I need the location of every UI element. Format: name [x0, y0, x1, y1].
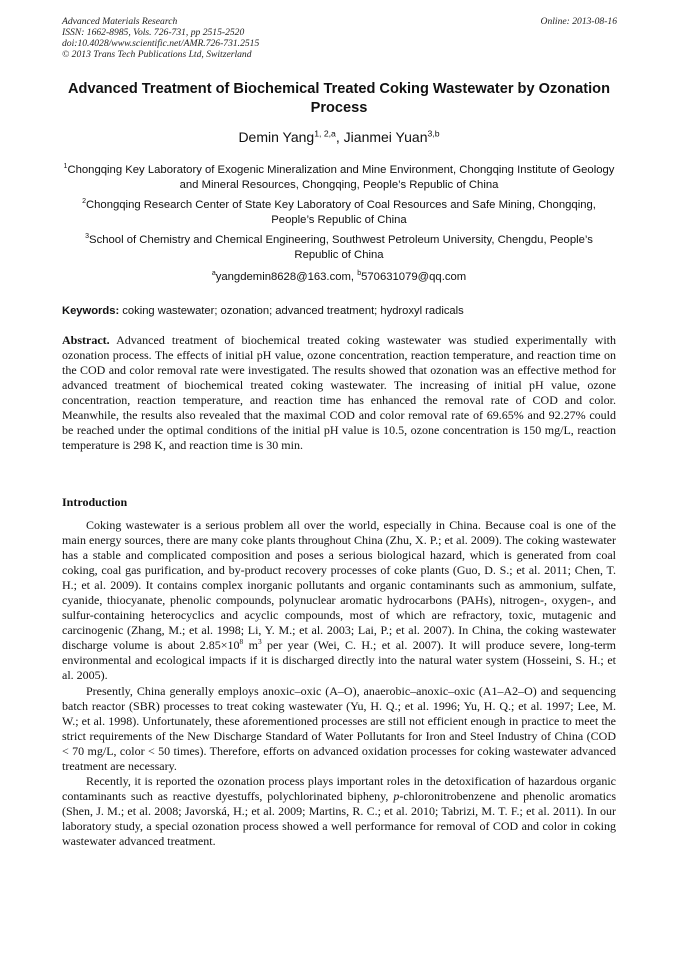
abstract-label: Abstract.: [62, 333, 110, 347]
keywords-label: Keywords:: [62, 305, 120, 317]
email-separator: ,: [350, 271, 358, 283]
paragraph-text: -chloronitrobenzene and phenolic aromatics (Shen, J. M.; et al. 2008; Javorská, H.; et al. 2009; Martins, R. C.; et al. 2010; Tabrizi, M. T. F.; et al. 2011). In our laboratory study, a special ozonation process showed a well performance for removal of COD and color in coking wastewater advanced treatment.: [62, 788, 616, 848]
paper-title: Advanced Treatment of Biochemical Treated Coking Wastewater by Ozonation Process: [68, 81, 610, 116]
author-name: Jianmei Yuan: [343, 129, 428, 145]
paragraph-text: per year (Wei, C. H.; et al. 2007). It will produce severe, long-term environmental and ecological impacts if it is discharged directly into the natural water system (Hosseini, S. H.; et al. 2005).: [62, 638, 616, 683]
affiliation-marker: 1: [63, 163, 68, 171]
keywords-text: coking wastewater; ozonation; advanced treatment; hydroxyl radicals: [119, 305, 464, 317]
unit-exponent: 3: [257, 637, 262, 647]
affiliation-text: School of Chemistry and Chemical Engineering, Southwest Petroleum University, Chengdu, People’s Republic of China: [89, 234, 593, 261]
affiliation-1: [62, 163, 616, 192]
affiliation-marker: 3: [85, 233, 90, 241]
intro-paragraph-2: Presently, China generally employs anoxic–oxic (A–O), anaerobic–anoxic–oxic (A1–A2–O) and sequencing batch reactor (SBR) processes to treat coking wastewater (Yu, H. Q.; et al. 1996; Yu, H. Q.; et al. 1997; Lee, M. W.; et al. 1998). Unfortunately, these aforementioned processes are still not efficient enough in practice to meet the strict requirements of the New Discharge Standard of Water Pollutants for Iron and Steel Industry of China (COD < 70 mg/L, color < 50 times). Therefore, efforts on advanced oxidation processes for coking wastewater advanced treatment are necessary.: [62, 683, 616, 773]
author-affiliation-marker: 1, 2,a: [314, 128, 336, 139]
affiliation-text: Chongqing Research Center of State Key Laboratory of Coal Resources and Safe Mining, Chongqing, People’s Republic of China: [85, 199, 596, 226]
paragraph-text: m: [243, 638, 258, 653]
italic-text: p: [393, 788, 400, 803]
copyright-line: © 2013 Trans Tech Publications Ltd, Switzerland: [62, 49, 252, 60]
paragraph-text: Recently, it is reported the ozonation process plays important roles in the detoxification of hazardous organic contaminants such as reactive dyestuffs, polychlorinated bipheny,: [62, 773, 616, 803]
affiliation-marker: 2: [82, 198, 86, 206]
author-line: [62, 128, 616, 146]
author-separator: ,: [335, 129, 344, 145]
affiliation-text: Chongqing Key Laboratory of Exogenic Mineralization and Mine Environment, Chongqing Institute of Geology and Mineral Resources, Chongqing, People’s Republic of China: [67, 164, 615, 191]
author-affiliation-marker: 3,b: [427, 128, 440, 139]
doi-line: doi:10.4028/www.scientific.net/AMR.726-731.2515: [62, 38, 260, 49]
affiliation-3: [62, 233, 616, 262]
affiliation-2: [62, 198, 616, 227]
email-marker: b: [357, 270, 362, 278]
exponent: 8: [239, 637, 244, 647]
email-link[interactable]: 570631079@qq.com: [361, 271, 467, 283]
section-heading-introduction: Introduction: [62, 495, 128, 509]
journal-name: Advanced Materials Research: [62, 16, 178, 27]
email-marker: a: [211, 270, 216, 278]
author-name: Demin Yang: [238, 129, 315, 145]
abstract: [62, 333, 616, 453]
online-date: Online: 2013-08-16: [540, 16, 617, 27]
email-link[interactable]: yangdemin8628@163.com: [215, 271, 351, 283]
issn-line: ISSN: 1662-8985, Vols. 726-731, pp 2515-2520: [62, 27, 245, 38]
introduction-body: [62, 518, 616, 849]
intro-paragraph-3: [62, 774, 616, 849]
intro-paragraph-1: [62, 518, 616, 684]
abstract-text: Advanced treatment of biochemical treated coking wastewater was studied experimentally with ozonation process. The effects of initial pH value, ozone concentration, reaction temperature, and reaction time on the COD and color removal rate were investigated. The results showed that ozonation was an effective method for advanced treatment of biochemical treated coking wastewater. The increasing of initial pH value, ozone concentration, reaction temperature, and reaction time has enhanced the removal rate of COD and color. Meanwhile, the results also revealed that the maximal COD and color removal rate of 69.65% and 92.27% could be reached under the optimal conditions of the initial pH value is 10.5, ozone concentration is 150 mg/L, reaction temperature is 298 K, and reaction time is 30 min.: [62, 333, 616, 453]
running-header: [62, 16, 617, 60]
email-line: [62, 270, 616, 285]
paragraph-text: Coking wastewater is a serious problem all over the world, especially in China. Because coal is one of the main energy sources, there are many coke plants throughout China (Zhu, X. P.; et al. 2009). The coking wastewater has a stable and complicated composition and poses a serious biological hazard, which is generated from coal coking, coal gas purification, and by-product recovery processes of coke plants (Guo, D. S.; et al. 2011; Chen, T. H.; et al. 2009). It contains complex inorganic pollutants and organic contaminants such as ammonium, sulfate, cyanide, thiocyanate, phenolic compounds, polynuclear aromatic hydrocarbons (PAHs), nitrogen-, oxygen-, and sulfur-containing heterocyclics and acyclic compounds, most of which are refractory, toxic, mutagenic and carcinogenic (Zhang, M.; et al. 1998; Li, Y. M.; et al. 2003; Lai, P.; et al. 2007). In China, the coking wastewater discharge volume is about 2.85×10: [62, 518, 616, 653]
keywords: [62, 304, 616, 318]
